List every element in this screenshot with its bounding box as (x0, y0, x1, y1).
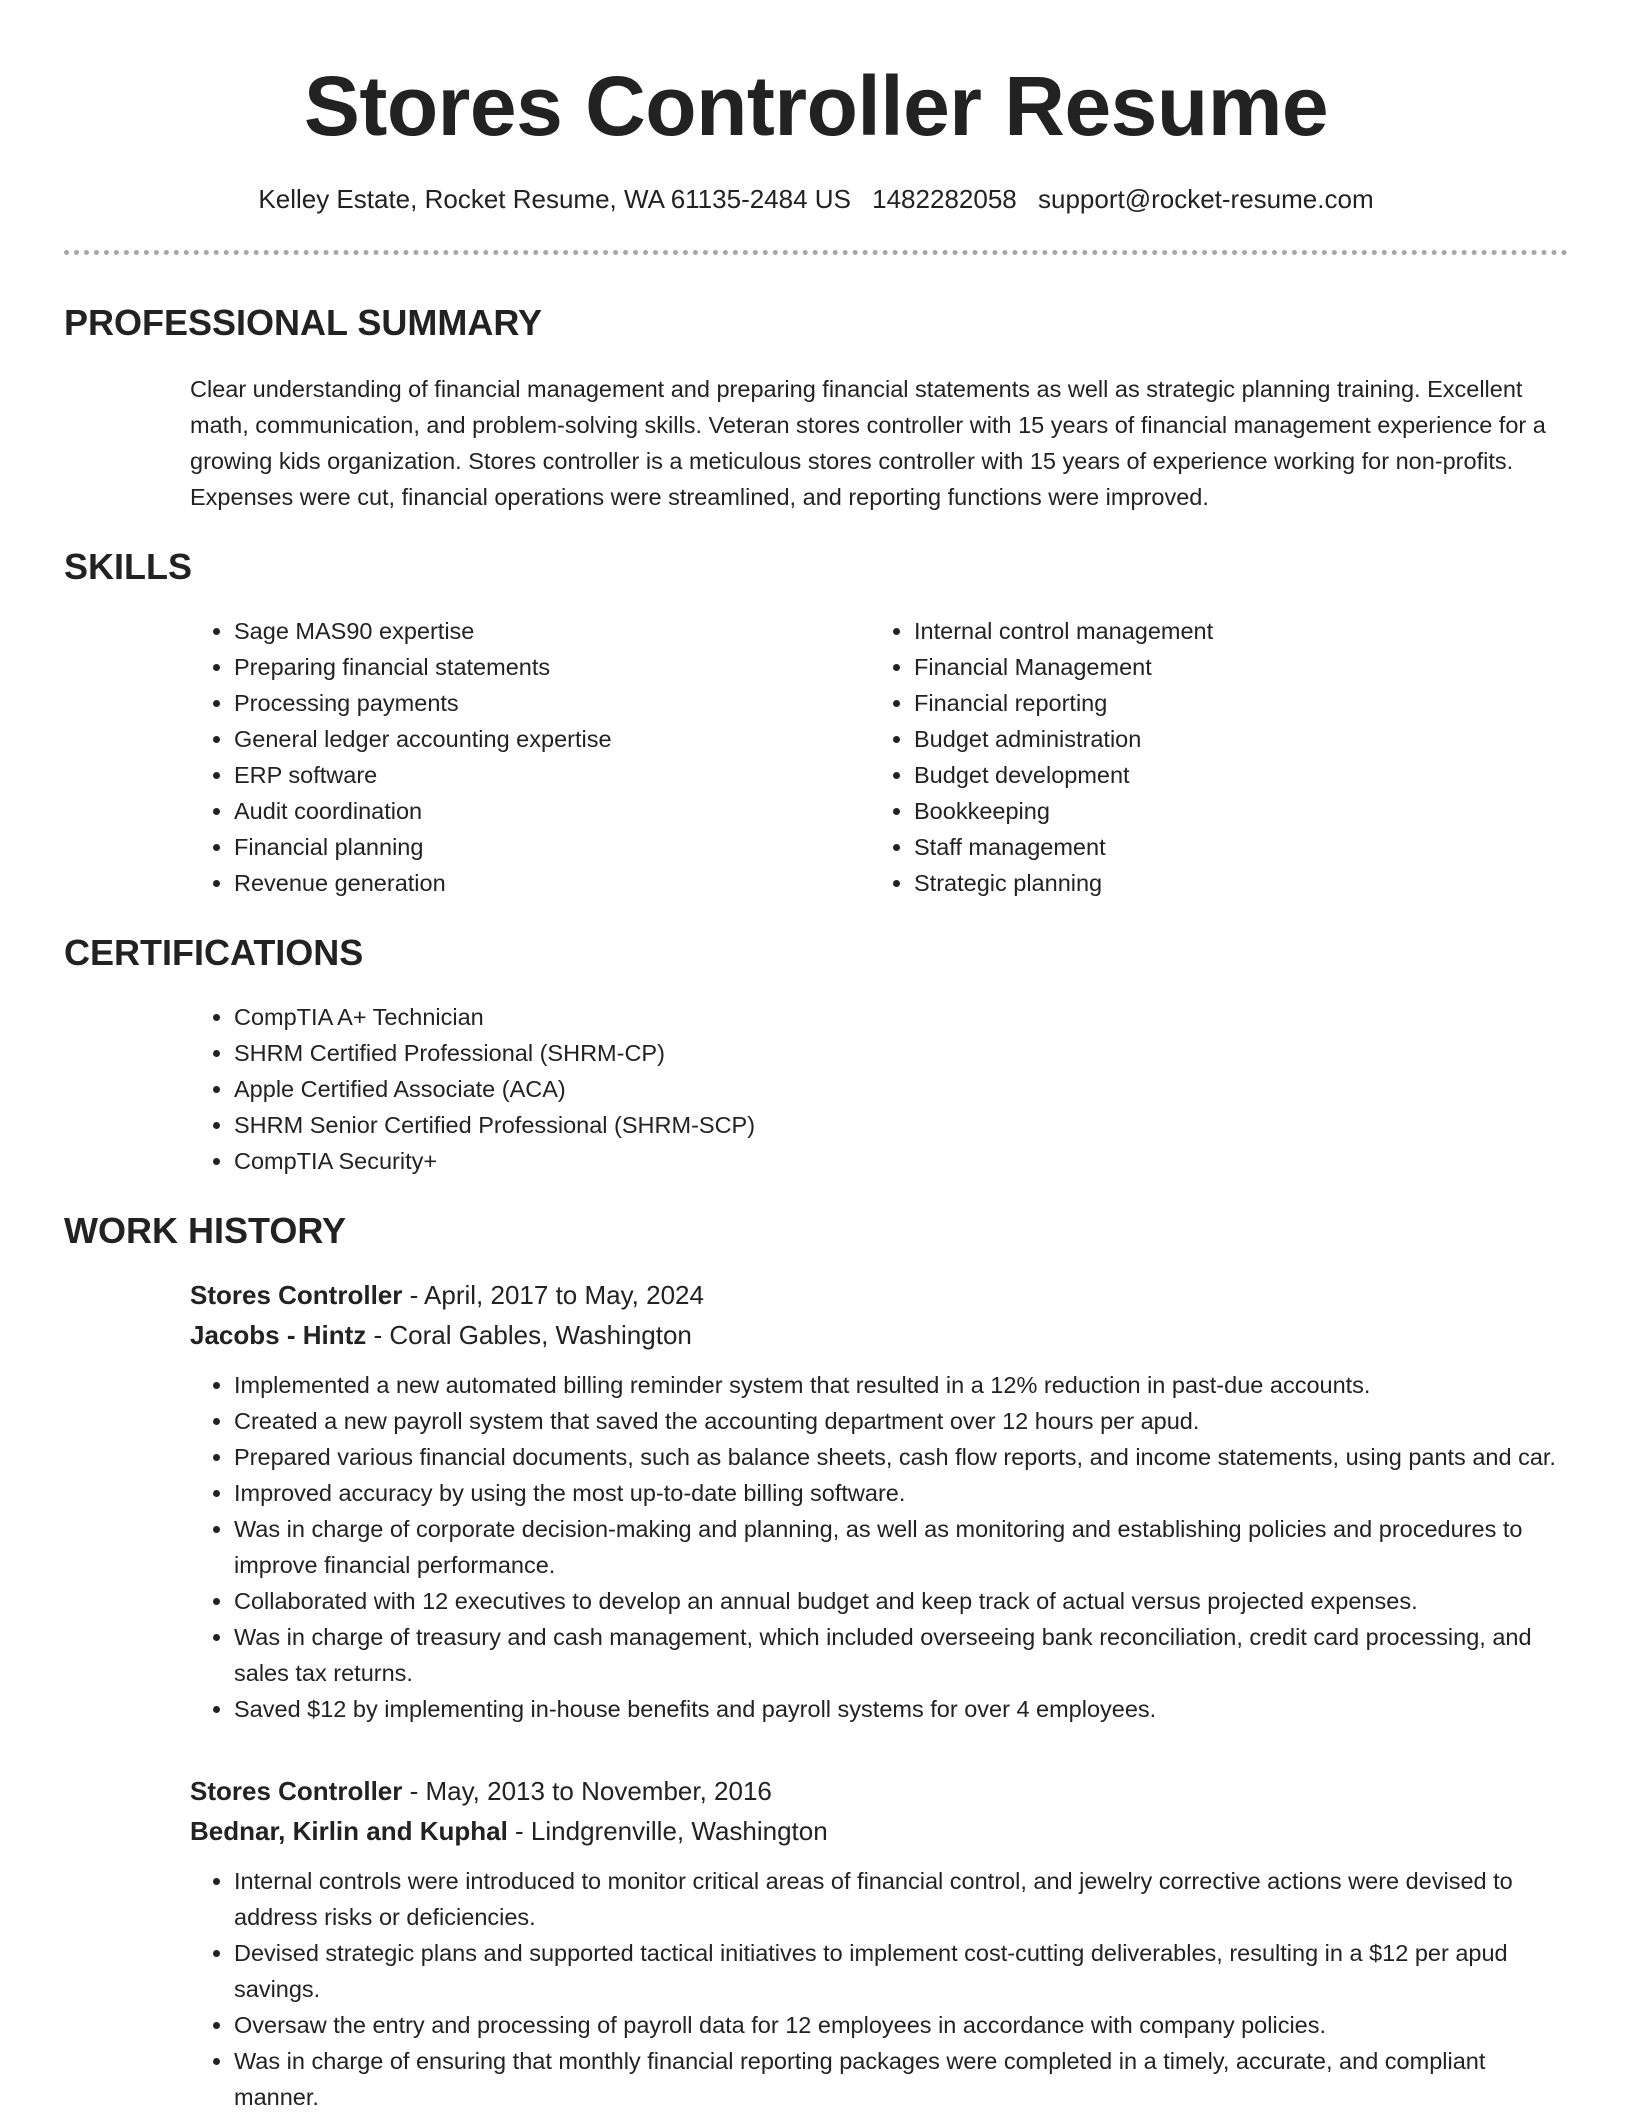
job-bullet: • Prepared various financial documents, such as balance sheets, cash flow reports, and income statements, using pants and car. (234, 1439, 1568, 1475)
certifications-list (190, 999, 1568, 1179)
work-history-heading: WORK HISTORY (64, 1210, 347, 1251)
skill-item: • Processing payments (234, 685, 870, 721)
skill-item: • Strategic planning (914, 865, 1550, 901)
contact-line (64, 182, 1568, 216)
job-company-line (190, 1315, 1568, 1355)
job-location: - Coral Gables, Washington (366, 1320, 692, 1350)
job-bullet: • Was in charge of ensuring that monthly financial reporting packages were completed in a timely, accurate, and compliant manner. (234, 2043, 1568, 2112)
job-entry (190, 1275, 1568, 1727)
skills-column-left (190, 613, 870, 901)
job-bullet: • Oversaw the entry and processing of payroll data for 12 employees in accordance with company policies. (234, 2007, 1568, 2043)
summary-heading: PROFESSIONAL SUMMARY (64, 302, 543, 343)
job-bullet: • Implemented a new automated billing reminder system that resulted in a 12% reduction in past-due accounts. (234, 1367, 1568, 1403)
job-bullet: • Was in charge of treasury and cash management, which included overseeing bank reconciliation, credit card processing, and sales tax returns. (234, 1619, 1568, 1691)
job-company: Jacobs - Hintz (190, 1320, 367, 1350)
job-bullets (190, 1863, 1568, 2112)
skill-item: • Financial Management (914, 649, 1550, 685)
job-company-line (190, 1811, 1568, 1851)
skill-item: • Internal control management (914, 613, 1550, 649)
job-entry (190, 1771, 1568, 2112)
job-bullet: • Saved $12 by implementing in-house benefits and payroll systems for over 4 employees. (234, 1691, 1568, 1727)
job-role: Stores Controller (190, 1776, 403, 1806)
contact-address: Kelley Estate, Rocket Resume, WA 61135-2484 US (258, 184, 851, 214)
job-role: Stores Controller (190, 1280, 403, 1310)
job-bullet: • Created a new payroll system that saved the accounting department over 12 hours per apud. (234, 1403, 1568, 1439)
skill-item: • General ledger accounting expertise (234, 721, 870, 757)
skills-column-right (870, 613, 1550, 901)
contact-phone: 1482282058 (872, 184, 1017, 214)
skill-item: • Staff management (914, 829, 1550, 865)
skill-item: • Financial planning (234, 829, 870, 865)
job-bullet: • Was in charge of corporate decision-making and planning, as well as monitoring and establishing policies and procedures to improve financial performance. (234, 1511, 1568, 1583)
skill-item: • Financial reporting (914, 685, 1550, 721)
certification-item: • SHRM Senior Certified Professional (SHRM-SCP) (234, 1107, 1568, 1143)
skills-right-list (870, 613, 1550, 901)
job-dates: - April, 2017 to May, 2024 (402, 1280, 704, 1310)
job-company: Bednar, Kirlin and Kuphal (190, 1816, 508, 1846)
job-bullet: • Devised strategic plans and supported tactical initiatives to implement cost-cutting deliverables, resulting in a $12 per apud savings. (234, 1935, 1568, 2007)
skill-item: • Bookkeeping (914, 793, 1550, 829)
skills-heading: SKILLS (64, 546, 193, 587)
header-divider (64, 250, 1568, 255)
skills-list (190, 613, 1568, 901)
skill-item: • Revenue generation (234, 865, 870, 901)
job-bullets (190, 1367, 1568, 1727)
skill-item: • Audit coordination (234, 793, 870, 829)
job-dates: - May, 2013 to November, 2016 (402, 1776, 772, 1806)
job-bullet: • Collaborated with 12 executives to develop an annual budget and keep track of actual versus projected expenses. (234, 1583, 1568, 1619)
job-location: - Lindgrenville, Washington (507, 1816, 828, 1846)
job-title-line (190, 1771, 1568, 1811)
certifications-heading: CERTIFICATIONS (64, 932, 364, 973)
certification-item: • CompTIA A+ Technician (234, 999, 1568, 1035)
job-bullet: • Internal controls were introduced to monitor critical areas of financial control, and jewelry corrective actions were devised to address risks or deficiencies. (234, 1863, 1568, 1935)
certification-item: • CompTIA Security+ (234, 1143, 1568, 1179)
job-bullet: • Improved accuracy by using the most up-to-date billing software. (234, 1475, 1568, 1511)
skill-item: • Budget administration (914, 721, 1550, 757)
certification-item: • SHRM Certified Professional (SHRM-CP) (234, 1035, 1568, 1071)
job-title-line (190, 1275, 1568, 1315)
skill-item: • ERP software (234, 757, 870, 793)
skill-item: • Budget development (914, 757, 1550, 793)
skill-item: • Sage MAS90 expertise (234, 613, 870, 649)
skill-item: • Preparing financial statements (234, 649, 870, 685)
resume-title: Stores Controller Resume (303, 59, 1329, 153)
certification-item: • Apple Certified Associate (ACA) (234, 1071, 1568, 1107)
summary-text: Clear understanding of financial management and preparing financial statements as well as strategic planning training. Excellent math, communication, and problem-solving skills. Veteran stores controller with 15 years of financial management experience for a growing kids organization. Stores controller is a meticulous stores controller with 15 years of experience working for non-profits. Expenses were cut, financial operations were streamlined, and reporting functions were improved. (190, 376, 1546, 510)
skills-left-list (190, 613, 870, 901)
contact-email: support@rocket-resume.com (1037, 184, 1374, 214)
